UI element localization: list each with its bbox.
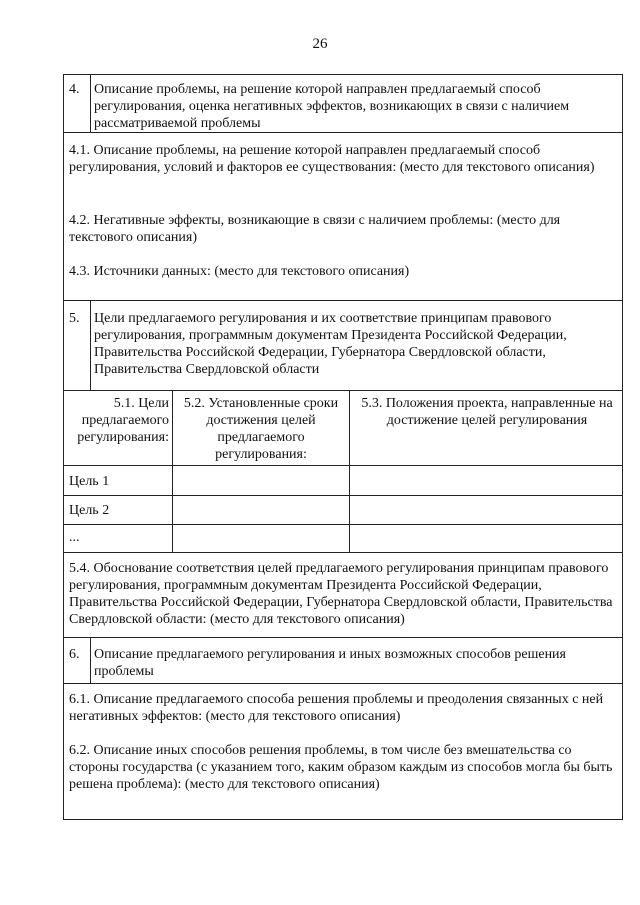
section-5-4-text: 5.4. Обоснование соответствия целей предлагаемого регулирования принципам правового регулирования, программным документам Президента Российской Федерации, Правительства Российской Федерации, Губернатора Свердловской области, Правительства Свердловской области: (место для текстового описания) [69, 561, 613, 627]
table-row: ... [69, 530, 80, 545]
section-6-2-text: 6.2. Описание иных способов решения проблемы, в том числе без вмешательства со стороны государства (с указанием того, каким образом каждым из способов могла бы быть решена проблема): (место для текстового описания) [69, 743, 613, 792]
divider [90, 75, 91, 132]
page-number: 26 [312, 36, 328, 52]
form-table [63, 74, 623, 820]
divider [64, 132, 622, 133]
divider [64, 524, 622, 525]
divider [64, 465, 622, 466]
section-4-3-text: 4.3. Источники данных: (место для текстового описания) [69, 264, 410, 279]
section-6-1-text: 6.1. Описание предлагаемого способа решения проблемы и преодоления связанных с ней негативных эффектов: (место для текстового описания) [69, 692, 604, 724]
section-4-title: Описание проблемы, на решение которой направлен предлагаемый способ регулирования, оценка негативных эффектов, возникающих в связи с наличием рассматриваемой проблемы [94, 82, 570, 131]
divider [64, 390, 622, 391]
table-row: Цель 1 [69, 474, 110, 489]
section-5-number: 5. [69, 311, 80, 326]
section-5-title: Цели предлагаемого регулирования и их соответствие принципам правового регулирования, программным документам Президента Российской Федерации, Правительства Российской Федерации, Губернатора Свердловской области, Правительства Свердловской области [94, 311, 567, 377]
divider [172, 390, 173, 552]
table-header-goals: 5.1. Цели предлагаемого регулирования: [77, 396, 169, 445]
section-4-number: 4. [69, 82, 80, 97]
divider [64, 552, 622, 553]
section-4-2-text: 4.2. Негативные эффекты, возникающие в связи с наличием проблемы: (место для текстового описания) [69, 213, 561, 245]
divider [64, 495, 622, 496]
divider [64, 683, 622, 684]
divider [64, 300, 622, 301]
divider [349, 390, 350, 552]
divider [64, 637, 622, 638]
section-4-1-text: 4.1. Описание проблемы, на решение которой направлен предлагаемый способ регулирования, условий и факторов ее существования: (место для текстового описания) [69, 143, 595, 175]
table-header-provisions: 5.3. Положения проекта, направленные на достижение целей регулирования [361, 396, 613, 428]
section-6-title: Описание предлагаемого регулирования и иных возможных способов решения проблемы [94, 647, 566, 679]
divider [90, 300, 91, 390]
section-6-number: 6. [69, 647, 80, 662]
table-row: Цель 2 [69, 503, 110, 518]
divider [90, 637, 91, 683]
table-header-deadlines: 5.2. Установленные сроки достижения целей предлагаемого регулирования: [183, 396, 339, 462]
